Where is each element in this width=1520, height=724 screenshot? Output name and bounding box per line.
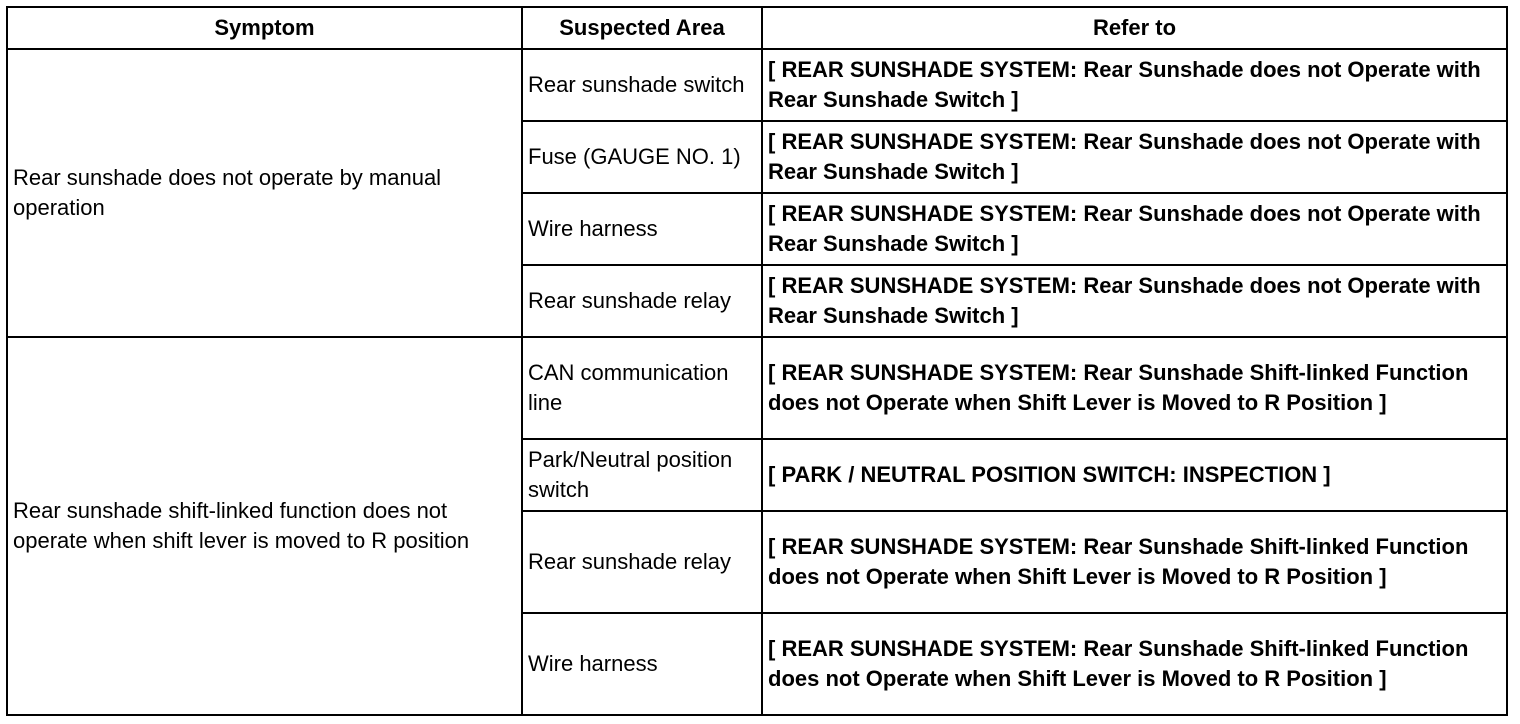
suspected-area-cell: Rear sunshade relay <box>522 265 762 337</box>
refer-to-link[interactable]: [ REAR SUNSHADE SYSTEM: Rear Sunshade Shift-linked Function does not Operate when Shift Lever is Moved to R Position ] <box>762 337 1507 439</box>
symptom-cell: Rear sunshade shift-linked function does not operate when shift lever is moved to R position <box>7 337 522 715</box>
symptom-cell: Rear sunshade does not operate by manual operation <box>7 49 522 337</box>
header-row <box>7 7 1507 49</box>
suspected-area-cell: Wire harness <box>522 613 762 715</box>
header-refer-to: Refer to <box>762 7 1507 49</box>
header-symptom: Symptom <box>7 7 522 49</box>
suspected-area-cell: Rear sunshade relay <box>522 511 762 613</box>
refer-to-link[interactable]: [ REAR SUNSHADE SYSTEM: Rear Sunshade does not Operate with Rear Sunshade Switch ] <box>762 49 1507 121</box>
suspected-area-cell: Park/Neutral position switch <box>522 439 762 511</box>
header-suspected-area: Suspected Area <box>522 7 762 49</box>
table-row <box>7 337 1507 439</box>
troubleshooting-table <box>6 6 1508 716</box>
suspected-area-cell: Wire harness <box>522 193 762 265</box>
suspected-area-cell: Rear sunshade switch <box>522 49 762 121</box>
refer-to-link[interactable]: [ REAR SUNSHADE SYSTEM: Rear Sunshade does not Operate with Rear Sunshade Switch ] <box>762 265 1507 337</box>
suspected-area-cell: CAN communication line <box>522 337 762 439</box>
refer-to-link[interactable]: [ PARK / NEUTRAL POSITION SWITCH: INSPECTION ] <box>762 439 1507 511</box>
refer-to-link[interactable]: [ REAR SUNSHADE SYSTEM: Rear Sunshade does not Operate with Rear Sunshade Switch ] <box>762 121 1507 193</box>
refer-to-link[interactable]: [ REAR SUNSHADE SYSTEM: Rear Sunshade Shift-linked Function does not Operate when Shift Lever is Moved to R Position ] <box>762 613 1507 715</box>
refer-to-link[interactable]: [ REAR SUNSHADE SYSTEM: Rear Sunshade does not Operate with Rear Sunshade Switch ] <box>762 193 1507 265</box>
refer-to-link[interactable]: [ REAR SUNSHADE SYSTEM: Rear Sunshade Shift-linked Function does not Operate when Shift Lever is Moved to R Position ] <box>762 511 1507 613</box>
suspected-area-cell: Fuse (GAUGE NO. 1) <box>522 121 762 193</box>
table-row <box>7 49 1507 121</box>
